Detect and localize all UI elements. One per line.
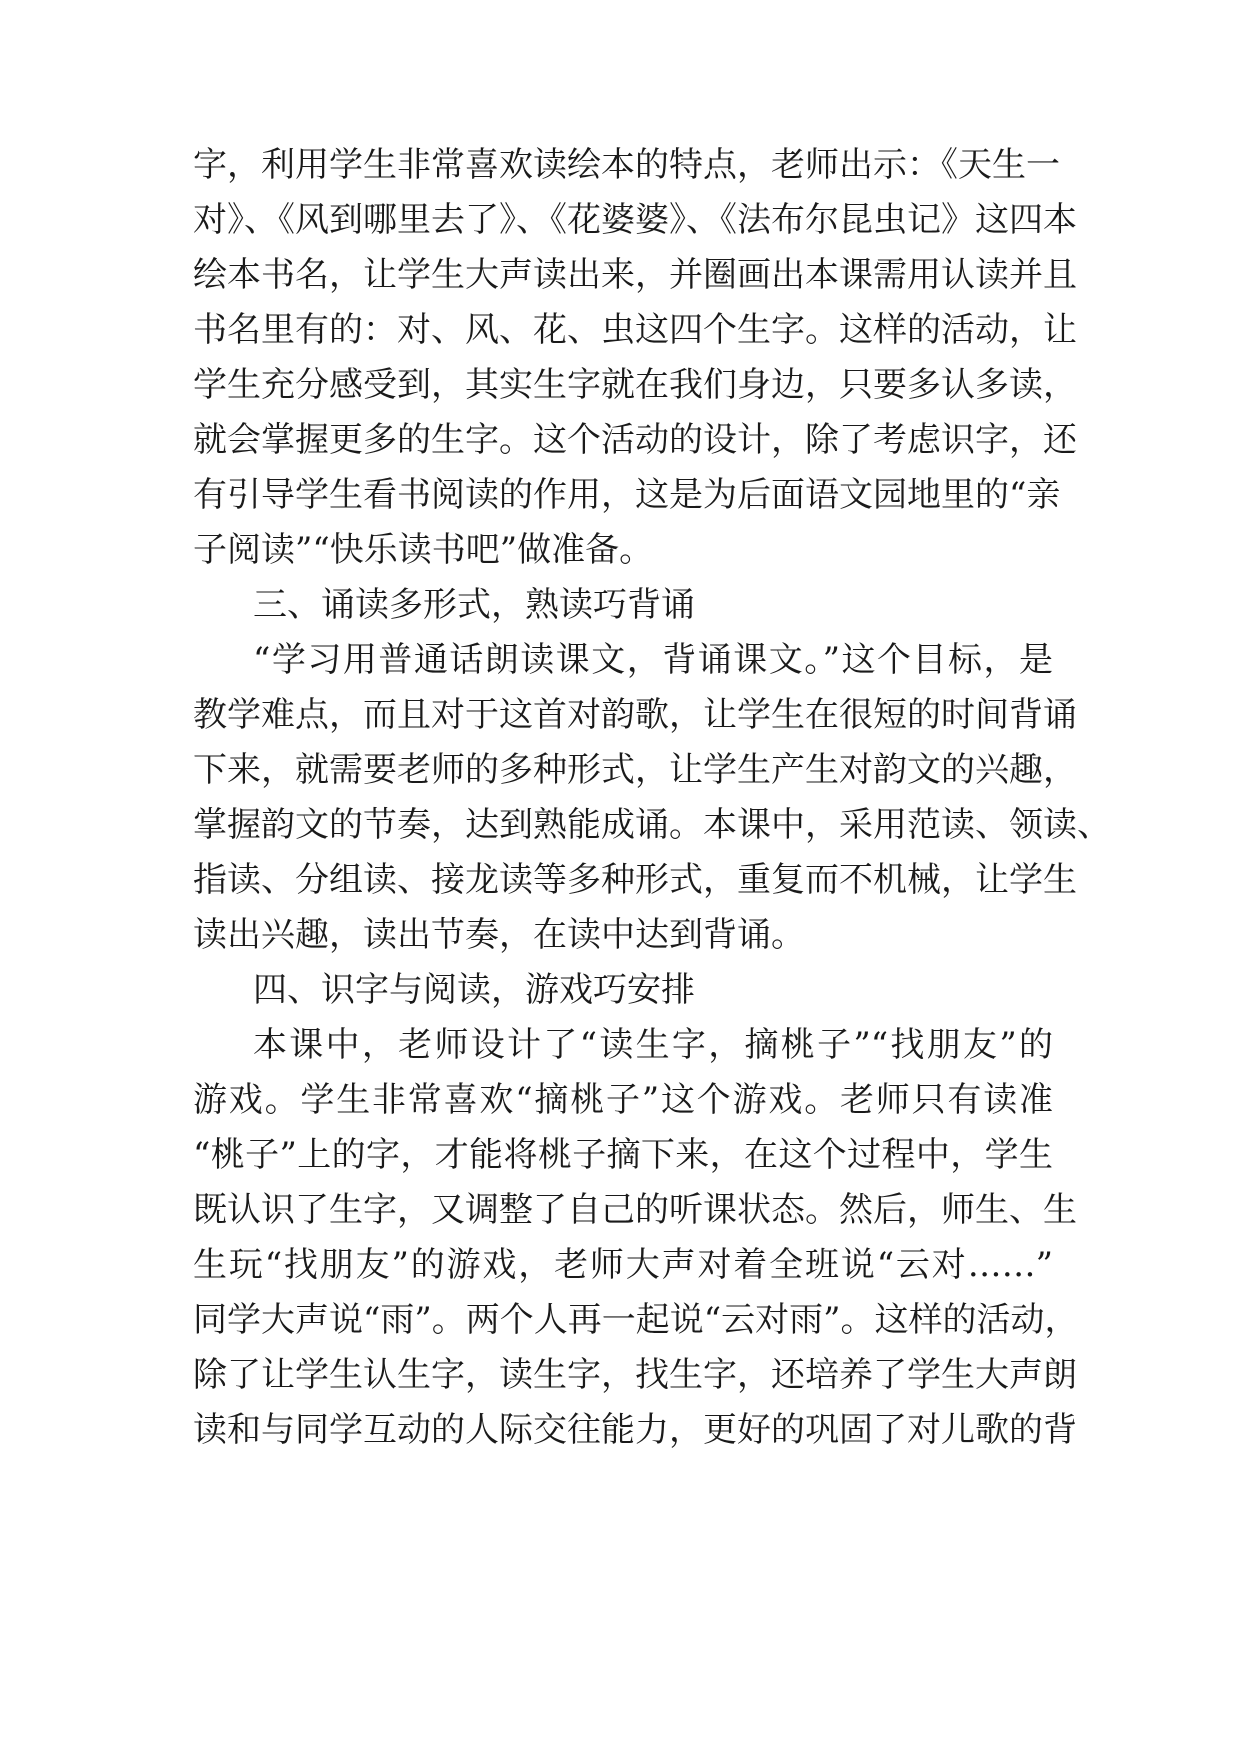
text-line: 就会掌握更多的生字。这个活动的设计，除了考虑识字，还 [193, 420, 1077, 460]
text-line: 字，利用学生非常喜欢读绘本的特点，老师出示：《天生一 [193, 145, 1060, 185]
text-line: 子阅读”“快乐读书吧”做准备。 [193, 530, 654, 570]
text-line: 掌握韵文的节奏，达到熟能成诵。本课中，采用范读、领读、 [193, 805, 1111, 845]
text-line: 教学难点，而且对于这首对韵歌，让学生在很短的时间背诵 [193, 695, 1077, 735]
text-line: 指读、分组读、接龙读等多种形式，重复而不机械，让学生 [193, 860, 1077, 900]
text-line: 对》、《风到哪里去了》、《花婆婆》、《法布尔昆虫记》这四本 [193, 200, 1077, 240]
text-line: 除了让学生认生字，读生字，找生字，还培养了学生大声朗 [193, 1355, 1077, 1395]
text-line: 同学大声说“雨”。两个人再一起说“云对雨”。这样的活动， [193, 1300, 1079, 1340]
text-line: 既认识了生字，又调整了自己的听课状态。然后，师生、生 [193, 1190, 1077, 1230]
text-line: 读和与同学互动的人际交往能力，更好的巩固了对儿歌的背 [193, 1410, 1077, 1450]
text-line: 绘本书名，让学生大声读出来，并圈画出本课需用认读并且 [193, 255, 1077, 295]
section-heading: 三、诵读多形式，熟读巧背诵 [253, 585, 695, 625]
text-line: 生玩“找朋友”的游戏，老师大声对着全班说“云对……” [193, 1245, 1053, 1285]
text-line: “桃子”上的字，才能将桃子摘下来，在这个过程中，学生 [193, 1135, 1053, 1175]
section-heading: 四、识字与阅读，游戏巧安排 [253, 970, 695, 1010]
text-line: “学习用普通话朗读课文，背诵课文。”这个目标，是 [253, 640, 1053, 680]
text-line: 下来，就需要老师的多种形式，让学生产生对韵文的兴趣， [193, 750, 1077, 790]
text-line: 有引导学生看书阅读的作用，这是为后面语文园地里的“亲 [193, 475, 1061, 515]
text-line: 本课中，老师设计了“读生字，摘桃子”“找朋友”的 [253, 1025, 1053, 1065]
text-line: 游戏。学生非常喜欢“摘桃子”这个游戏。老师只有读准 [193, 1080, 1053, 1120]
text-line: 读出兴趣，读出节奏，在读中达到背诵。 [193, 915, 805, 955]
text-line: 学生充分感受到，其实生字就在我们身边，只要多认多读， [193, 365, 1077, 405]
text-line: 书名里有的：对、风、花、虫这四个生字。这样的活动，让 [193, 310, 1077, 350]
